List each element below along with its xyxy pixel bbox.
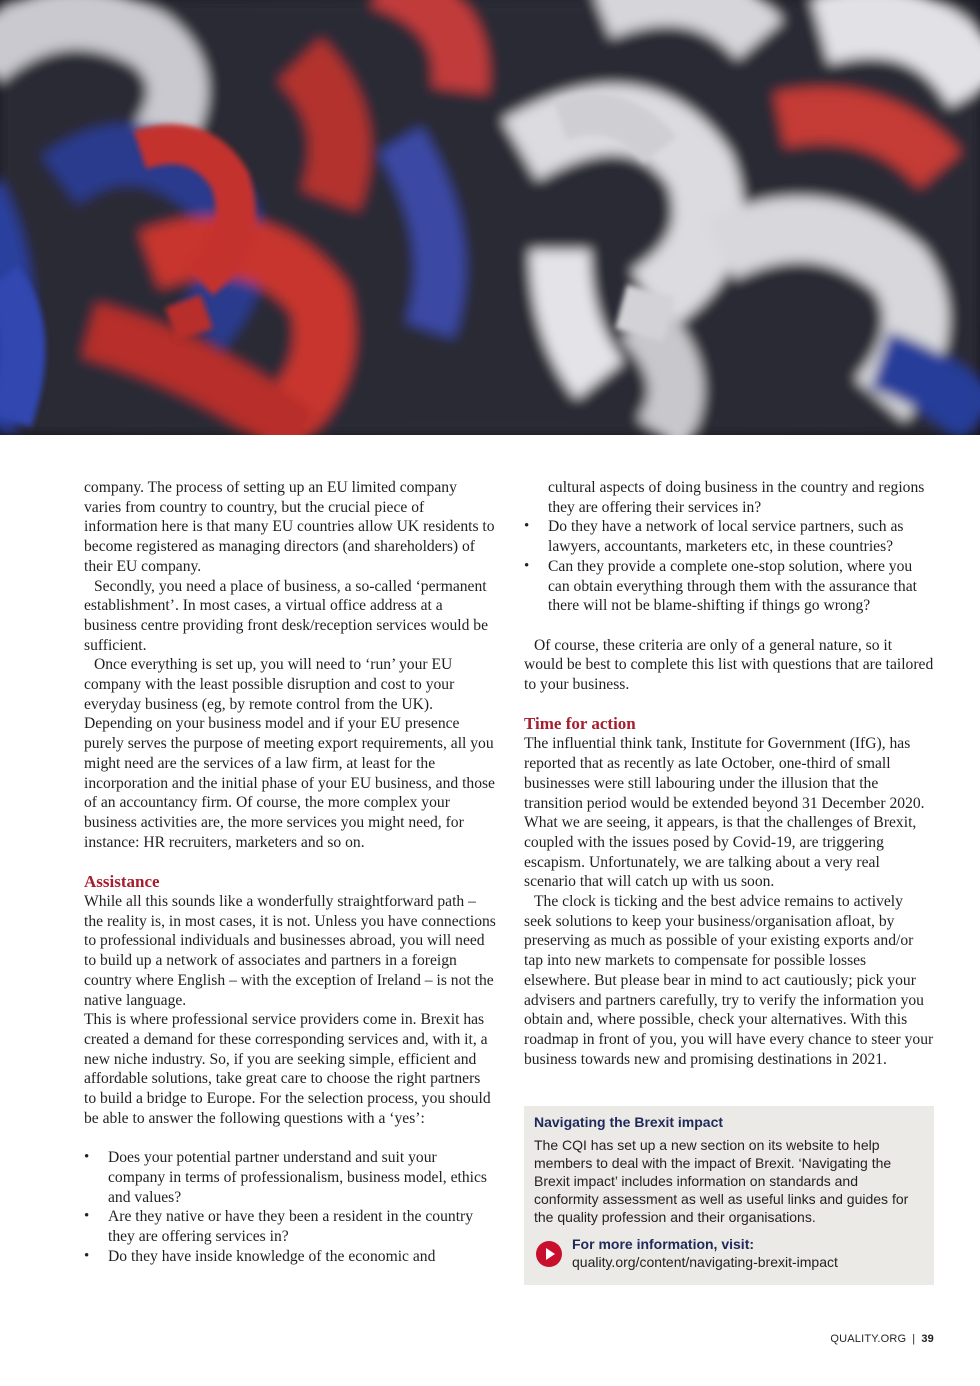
play-icon[interactable] [536, 1241, 562, 1267]
box-title: Navigating the Brexit impact [534, 1114, 724, 1130]
sidebar-info-box [524, 1106, 934, 1285]
list-item: • Do they have a network of local service partners, such as lawyers, accountants, marketers etc, in these countries? [524, 517, 934, 556]
more-info [572, 1235, 838, 1271]
page-footer [830, 1333, 934, 1345]
paragraph: Of course, these criteria are only of a general nature, so it would be best to complete this list with questions that are tailored to your business. [524, 636, 934, 694]
paragraph: Once everything is set up, you will need to ‘run’ your EU company with the least possible disruption and cost to your everyday business (eg, by remote control from the UK). Depending on your business model and if your EU presence purely serves the purpose of meeting export requirements, all you might need are the services of a law firm, at least for the incorporation and the initial phase of your EU business, and those of an accountancy firm. Of course, the more complex your business activities are, the more services you might need, for instance: HR recruiters, marketers and so on. [84, 656, 495, 851]
paragraph: While all this sounds like a wonderfully straightforward path – the reality is, in most cases, it is not. Unless you have connections to professional individuals and businesses abroad, you will need to build up a network of associates and partners in a foreign country where English – with the exception of Ireland – is not the native language. [84, 893, 496, 1009]
list-item-continuation [524, 478, 934, 517]
more-info-link[interactable]: quality.org/content/navigating-brexit-impact [572, 1254, 838, 1270]
paragraph: This is where professional service providers come in. Brexit has created a demand for these corresponding services and, with it, a new niche industry. So, if you are seeking simple, efficient and affordable solutions, take great care to choose the right partners to build a bridge to Europe. For the selection process, you should be able to answer the following questions with a ‘yes’: [84, 1011, 491, 1127]
list-item-text: cultural aspects of doing business in the country and regions they are offering their services in? [548, 479, 925, 516]
right-column [524, 478, 934, 1069]
paragraph: The influential think tank, Institute for Government (IfG), has reported that as recently as late October, one-third of small businesses were still labouring under the illusion that the transition period would be extended beyond 31 December 2020. What we are seeing, it appears, is that the challenges of Brexit, coupled with the issues posed by Covid-19, are triggering escapism. Unfortunately, we are talking about a very real scenario that will catch up with us soon. [524, 735, 925, 891]
question-marks-illustration [0, 0, 980, 435]
hero-image-question-marks [0, 0, 980, 435]
list-item: • Can they provide a complete one-stop solution, where you can obtain everything through them with the assurance that there will not be blame-shifting if things go wrong? [524, 557, 934, 616]
list-item: • Do they have inside knowledge of the economic and [84, 1247, 496, 1267]
footer-site: QUALITY.ORG [830, 1333, 907, 1345]
section-heading-assistance: Assistance [84, 872, 160, 892]
paragraph: Secondly, you need a place of business, a so-called ‘permanent establishment’. In most cases, a virtual office address at a business centre providing front desk/reception services would be sufficient. [84, 577, 489, 654]
paragraph: company. The process of setting up an EU limited company varies from country to country, but the crucial piece of information here is that many EU countries allow UK residents to become registered as managing directors (and shareholders) of their EU company. [84, 479, 495, 575]
left-column [84, 478, 496, 1266]
criteria-list [84, 1148, 496, 1266]
page-number: 39 [921, 1333, 934, 1345]
box-body: The CQI has set up a new section on its website to help members to deal with the impact of Brexit. ‘Navigating the Brexit impact’ includes information on standards and conformity assessment as well as useful links and guides for the quality profession and their organisations. [534, 1137, 909, 1225]
criteria-list-continued [524, 478, 934, 616]
footer-separator: | [912, 1333, 916, 1345]
list-item: • Does your potential partner understand and suit your company in terms of professionalism, business model, ethics and values? [84, 1148, 496, 1207]
more-info-label: For more information, visit: [572, 1236, 755, 1252]
section-heading-time-for-action: Time for action [524, 714, 636, 734]
list-item: • Are they native or have they been a resident in the country they are offering services in? [84, 1207, 496, 1246]
paragraph: The clock is ticking and the best advice remains to actively seek solutions to keep your business/organisation afloat, by preserving as much as possible of your existing exports and/or tap into new markets to compensate for possible losses elsewhere. But please bear in mind to act cautiously; pick your advisers and partners carefully, try to verify the information you obtain and, where possible, check your alternatives. With this roadmap in front of you, you will have every chance to steer your business towards new and promising destinations in 2021. [524, 893, 934, 1068]
